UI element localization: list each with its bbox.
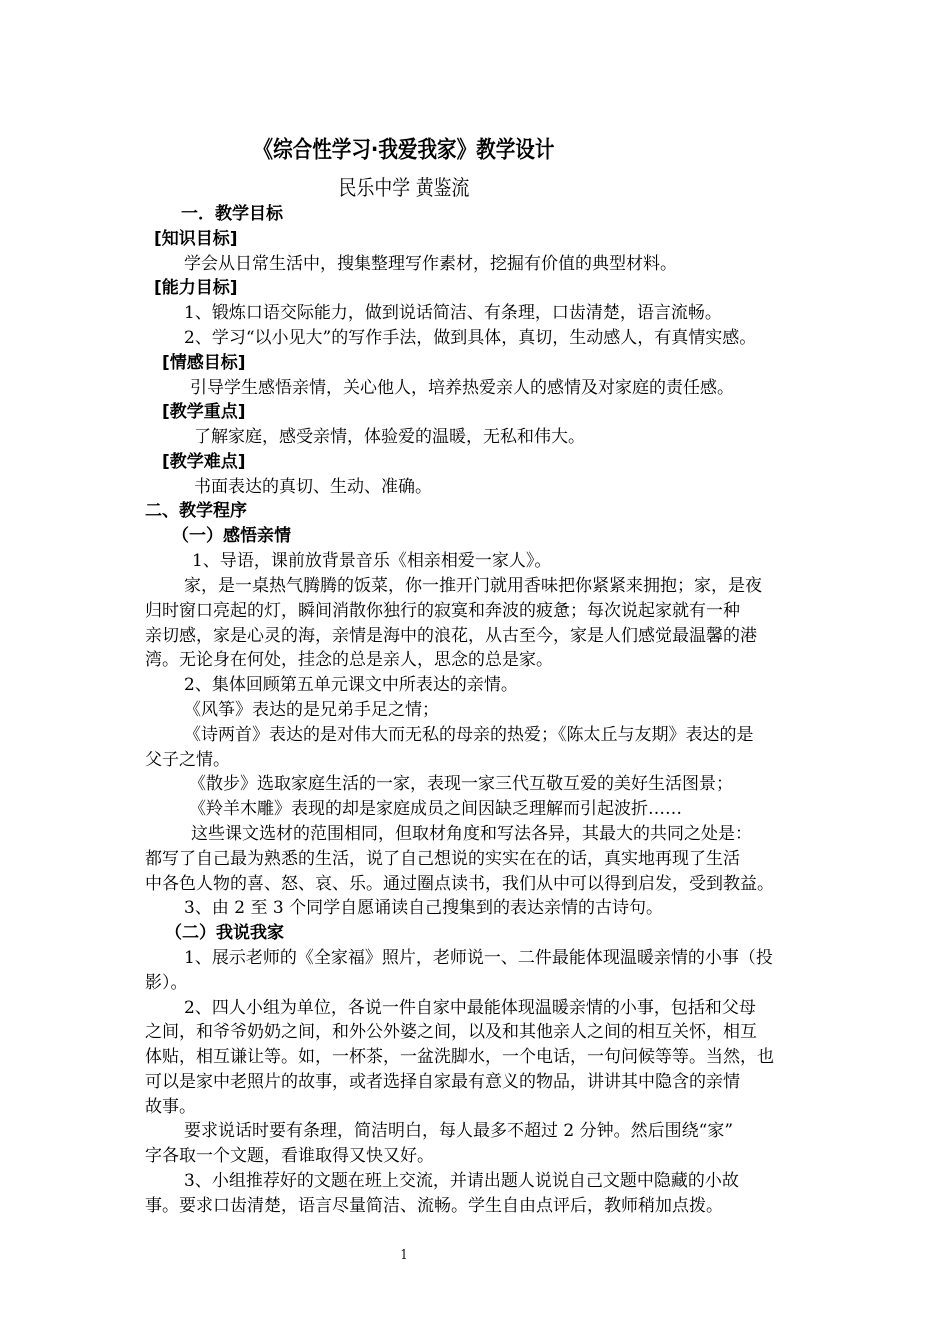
paragraph-line: 都写了自己最为熟悉的生活，说了自己想说的实实在在的话，真实地再现了生活	[145, 849, 740, 869]
difficulty-heading: [教学难点]	[162, 452, 246, 472]
paragraph-line: 故事。	[145, 1097, 196, 1117]
paragraph-line: 1、展示老师的《全家福》照片，老师说一、二件最能体现温暖亲情的小事（投	[184, 948, 773, 968]
paragraph-line: 中各色人物的喜、怒、哀、乐。通过圈点读书，我们从中可以得到启发，受到教益。	[145, 874, 774, 894]
paragraph-line: 《散步》选取家庭生活的一家，表现一家三代互敬互爱的美好生活图景；	[189, 774, 733, 794]
paragraph-line: 湾。无论身在何处，挂念的总是亲人，思念的总是家。	[145, 650, 553, 670]
paragraph-line: 亲切感，家是心灵的海，亲情是海中的浪花，从古至今，家是人们感觉最温馨的港	[145, 626, 757, 646]
knowledge-goal-text: 学会从日常生活中，搜集整理写作素材，挖掘有价值的典型材料。	[184, 254, 677, 274]
paragraph-line: 事。要求口齿清楚，语言尽量简洁、流畅。学生自由点评后，教师稍加点拨。	[145, 1196, 723, 1216]
section-heading-procedure: 二、教学程序	[145, 501, 247, 521]
paragraph-line: 家，是一桌热气腾腾的饭菜，你一推开门就用香味把你紧紧来拥抱；家，是夜	[184, 576, 762, 596]
ability-goal-heading: [能力目标]	[154, 278, 238, 298]
paragraph-line: 3、小组推荐好的文题在班上交流，并请出题人说说自己文题中隐藏的小故	[184, 1171, 739, 1191]
paragraph-line: 字各取一个文题，看谁取得又快又好。	[145, 1146, 434, 1166]
emotion-goal-heading: [情感目标]	[162, 353, 246, 373]
document-title: 《综合性学习·我爱我家》教学设计	[253, 137, 555, 163]
step-recite: 3、由 2 至 3 个同学自愿诵读自己搜集到的表达亲情的古诗句。	[184, 898, 664, 918]
emotion-goal-text: 引导学生感悟亲情，关心他人，培养热爱亲人的感情及对家庭的责任感。	[190, 378, 734, 398]
ability-goal-item: 1、锻炼口语交际能力，做到说话简洁、有条理，口齿清楚，语言流畅。	[184, 303, 722, 323]
paragraph-line: 可以是家中老照片的故事，或者选择自家最有意义的物品，讲讲其中隐含的亲情	[145, 1072, 740, 1092]
page-number: 1	[400, 1248, 408, 1263]
paragraph-line: 要求说话时要有条理，简洁明白，每人最多不超过 2 分钟。然后围绕“家”	[184, 1121, 734, 1141]
knowledge-goal-heading: [知识目标]	[154, 229, 238, 249]
paragraph-line: 父子之情。	[145, 750, 230, 770]
difficulty-text: 书面表达的真切、生动、准确。	[194, 477, 432, 497]
paragraph-line: 2、四人小组为单位，各说一件自家中最能体现温暖亲情的小事，包括和父母	[184, 998, 756, 1018]
ability-goal-item: 2、学习“以小见大”的写作手法，做到具体，真切，生动感人，有真情实感。	[184, 328, 757, 348]
step-review: 2、集体回顾第五单元课文中所表达的亲情。	[184, 675, 518, 695]
paragraph-line: 归时窗口亮起的灯，瞬间消散你独行的寂寞和奔波的疲惫；每次说起家就有一种	[145, 601, 740, 621]
part-heading-feel-family: （一）感悟亲情	[172, 526, 291, 546]
step-intro: 1、导语，课前放背景音乐《相亲相爱一家人》。	[192, 551, 552, 571]
paragraph-line: 体贴，相互谦让等。如，一杯茶，一盆洗脚水，一个电话，一句问候等等。当然，也	[145, 1047, 774, 1067]
section-heading-objectives: 一．教学目标	[181, 204, 283, 224]
paragraph-line: 《风筝》表达的是兄弟手足之情；	[184, 700, 439, 720]
author-line: 民乐中学 黄鉴流	[338, 176, 470, 200]
part-heading-my-family: （二）我说我家	[165, 923, 284, 943]
key-point-text: 了解家庭，感受亲情，体验爱的温暖，无私和伟大。	[194, 427, 585, 447]
key-point-heading: [教学重点]	[162, 402, 246, 422]
paragraph-line: 影）。	[145, 973, 188, 993]
paragraph-line: 《诗两首》表达的是对伟大而无私的母亲的热爱；《陈太丘与友期》表达的是	[184, 725, 754, 745]
paragraph-line: 之间，和爷爷奶奶之间，和外公外婆之间，以及和其他亲人之间的相互关怀，相互	[145, 1022, 757, 1042]
paragraph-line: 这些课文选材的范围相同，但取材角度和写法各异，其最大的共同之处是：	[191, 824, 752, 844]
paragraph-line: 《羚羊木雕》表现的却是家庭成员之间因缺乏理解而引起波折……	[189, 799, 682, 819]
